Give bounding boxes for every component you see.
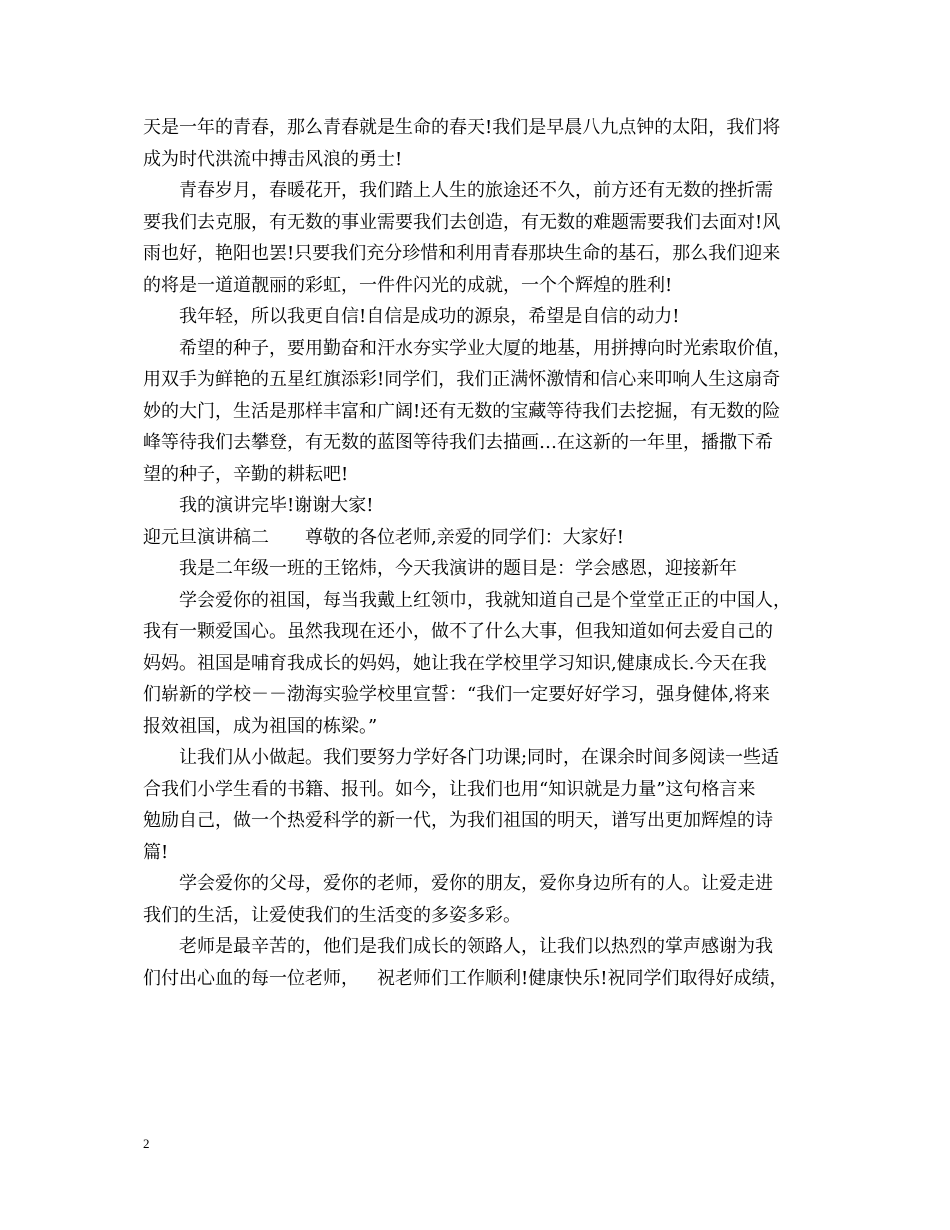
text-segment: 祝老师们工作顺利!健康快乐!祝同学们取得好成绩， <box>377 967 788 989</box>
text-line: 老师是最辛苦的，他们是我们成长的领路人，让我们以热烈的掌声感谢为我 <box>179 936 773 957</box>
document-body <box>143 112 813 994</box>
greeting: 尊敬的各位老师,亲爱的同学们：大家好! <box>305 526 624 548</box>
text-line: 学会爱你的父母，爱你的老师，爱你的朋友，爱你身边所有的人。让爱走进 <box>179 873 773 894</box>
text-line: 们崭新的学校－－渤海实验学校里宣誓：“我们一定要好好学习，强身健体,将来 <box>143 684 770 705</box>
text-line <box>143 963 813 995</box>
text-line: 用双手为鲜艳的五星红旗添彩!同学们，我们正满怀激情和信心来叩响人生这扇奇 <box>143 369 781 390</box>
text-line: 望的种子，辛勤的耕耘吧! <box>143 463 349 485</box>
text-line: 我们的生活，让爱使我们的生活变的多姿多彩。 <box>143 904 521 926</box>
text-line: 天是一年的青春，那么青春就是生命的春天!我们是早晨八九点钟的太阳，我们将 <box>143 117 781 138</box>
text-line: 希望的种子，要用勤奋和汗水夯实学业大厦的地基，用拼搏向时光索取价值， <box>179 337 791 359</box>
section-heading: 迎元旦演讲稿二 <box>143 526 269 548</box>
text-line: 我的演讲完毕!谢谢大家! <box>179 495 374 516</box>
text-line: 雨也好，艳阳也罢!只要我们充分珍惜和利用青春那块生命的基石，那么我们迎来 <box>143 243 781 264</box>
text-line: 成为时代洪流中搏击风浪的勇士! <box>143 148 403 170</box>
text-line: 学会爱你的祖国，每当我戴上红领巾，我就知道自己是个堂堂正正的中国人， <box>179 589 791 611</box>
text-line: 让我们从小做起。我们要努力学好各门功课;同时，在课余时间多阅读一些适 <box>179 747 780 768</box>
text-line: 篇! <box>143 841 169 863</box>
text-line: 我是二年级一班的王铭炜，今天我演讲的题目是：学会感恩，迎接新年 <box>179 558 737 579</box>
page-number: 2 <box>143 1136 150 1151</box>
text-line: 妙的大门，生活是那样丰富和广阔!还有无数的宝藏等待我们去挖掘，有无数的险 <box>143 400 781 422</box>
text-line: 报效祖国，成为祖国的栋梁。” <box>143 715 378 737</box>
text-segment: 们付出心血的每一位老师， <box>143 967 359 989</box>
text-line: 勉励自己，做一个热爱科学的新一代，为我们祖国的明天，谱写出更加辉煌的诗 <box>143 810 773 831</box>
section-heading-line <box>143 522 813 554</box>
text-line: 青春岁月，春暖花开，我们踏上人生的旅途还不久，前方还有无数的挫折需 <box>179 180 773 201</box>
text-line: 我有一颗爱国心。虽然我现在还小，做不了什么大事，但我知道如何去爱自己的 <box>143 621 773 642</box>
text-line: 妈妈。祖国是哺育我成长的妈妈，她让我在学校里学习知识,健康成长.今天在我 <box>143 652 767 674</box>
text-line: 的将是一道道靓丽的彩虹，一件件闪光的成就，一个个辉煌的胜利! <box>143 274 673 296</box>
text-line: 我年轻，所以我更自信!自信是成功的源泉，希望是自信的动力! <box>179 306 680 327</box>
text-line: 要我们去克服，有无数的事业需要我们去创造，有无数的难题需要我们去面对!风 <box>143 211 781 233</box>
text-line: 峰等待我们去攀登，有无数的蓝图等待我们去描画…在这新的一年里，播撒下希 <box>143 432 773 453</box>
text-line: 合我们小学生看的书籍、报刊。如今，让我们也用“知识就是力量”这句格言来 <box>143 778 756 800</box>
